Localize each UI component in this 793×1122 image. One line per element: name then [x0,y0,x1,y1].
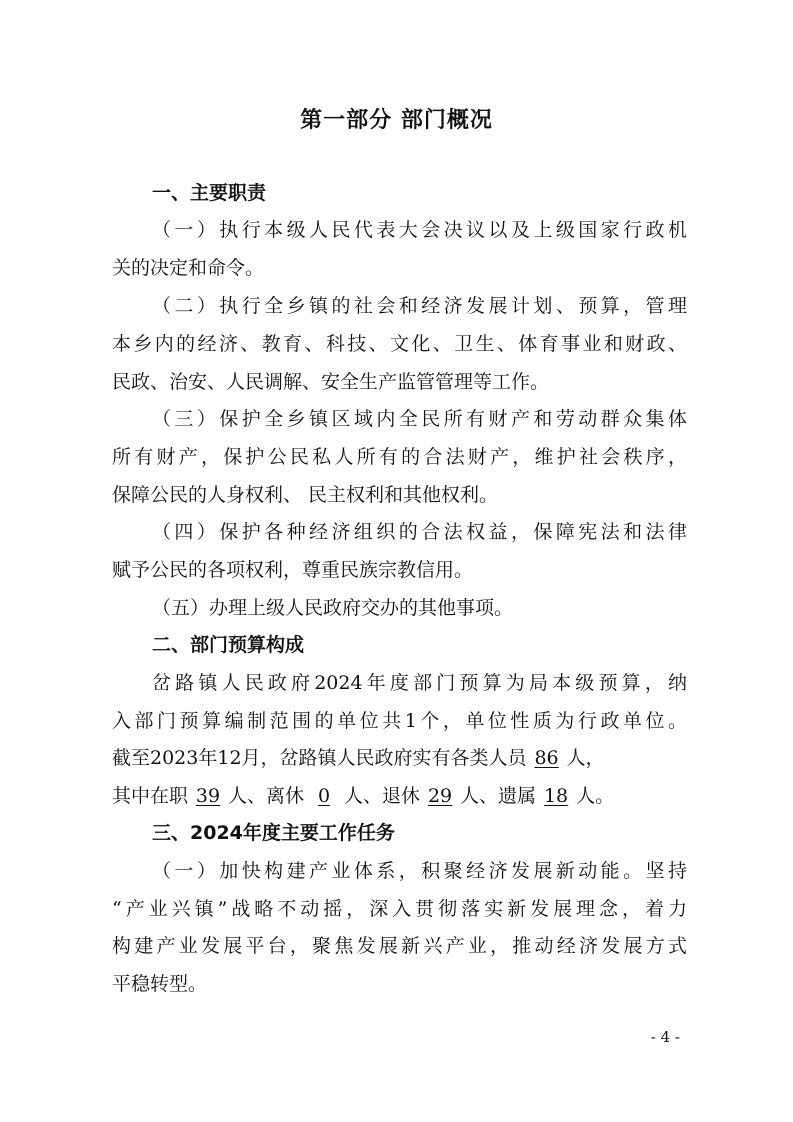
paragraph-line: 保障公民的人身权利、 民主权利和其他权利。 [112,484,499,506]
section-heading-work-tasks: 三、2024年度主要工作任务 [152,822,395,844]
staff-breakdown-text: 其中在职 [112,785,189,807]
staff-breakdown-text: 人、退休 [344,785,421,807]
paragraph-line: 所有财产，保护公民私人所有的合法财产，维护社会秩序， [112,446,687,468]
paragraph-line: （一）执行本级人民代表大会决议以及上级国家行政机 [152,219,687,241]
section-heading-duties: 一、主要职责 [152,182,267,204]
staff-breakdown-line [112,783,687,809]
staff-breakdown-text: 人、离休 [228,785,305,807]
staff-total-line [112,745,687,771]
paragraph-line: 本乡内的经济、教育、科技、文化、卫生、体育事业和财政、 [112,333,687,355]
staff-total-value: 86 [534,747,559,769]
staff-breakdown-text: 人。 [576,785,615,807]
retired-staff-value: 29 [427,785,453,807]
paragraph-line: 关的决定和命令。 [112,257,265,279]
paragraph-line: 岔路镇人民政府2024年度部门预算为局本级预算，纳 [152,672,687,694]
paragraph-line: 民政、治安、人民调解、安全生产监管管理等工作。 [112,371,550,393]
page-title: 第一部分 部门概况 [300,108,493,133]
staff-total-prefix: 截至2023年12月，岔路镇人民政府实有各类人员 [112,747,527,769]
retired-cadre-value: 0 [317,785,331,807]
staff-total-suffix: 人， [566,747,605,769]
paragraph-line: 赋予公民的各项权利，尊重民族宗教信用。 [112,559,474,581]
paragraph-line: 构建产业发展平台，聚焦发展新兴产业，推动经济发展方式 [112,935,687,957]
active-staff-value: 39 [195,785,221,807]
page-number: - 4 - [650,1028,680,1046]
paragraph-line: “产业兴镇”战略不动摇，深入贯彻落实新发展理念，着力 [112,898,687,920]
paragraph-line: （一）加快构建产业体系，积聚经济发展新动能。坚持 [152,860,687,882]
paragraph-line: 入部门预算编制范围的单位共1个，单位性质为行政单位。 [112,710,687,732]
survivors-value: 18 [543,785,569,807]
paragraph-line: （五）办理上级人民政府交办的其他事项。 [152,597,514,619]
paragraph-line: （三）保护全乡镇区域内全民所有财产和劳动群众集体 [152,408,687,430]
paragraph-line: （二）执行全乡镇的社会和经济发展计划、预算，管理 [152,295,687,317]
section-heading-budget-structure: 二、部门预算构成 [152,634,305,656]
staff-breakdown-text: 人、遗属 [460,785,537,807]
paragraph-line: 平稳转型。 [112,973,208,995]
paragraph-line: （四）保护各种经济组织的合法权益，保障宪法和法律 [152,521,687,543]
